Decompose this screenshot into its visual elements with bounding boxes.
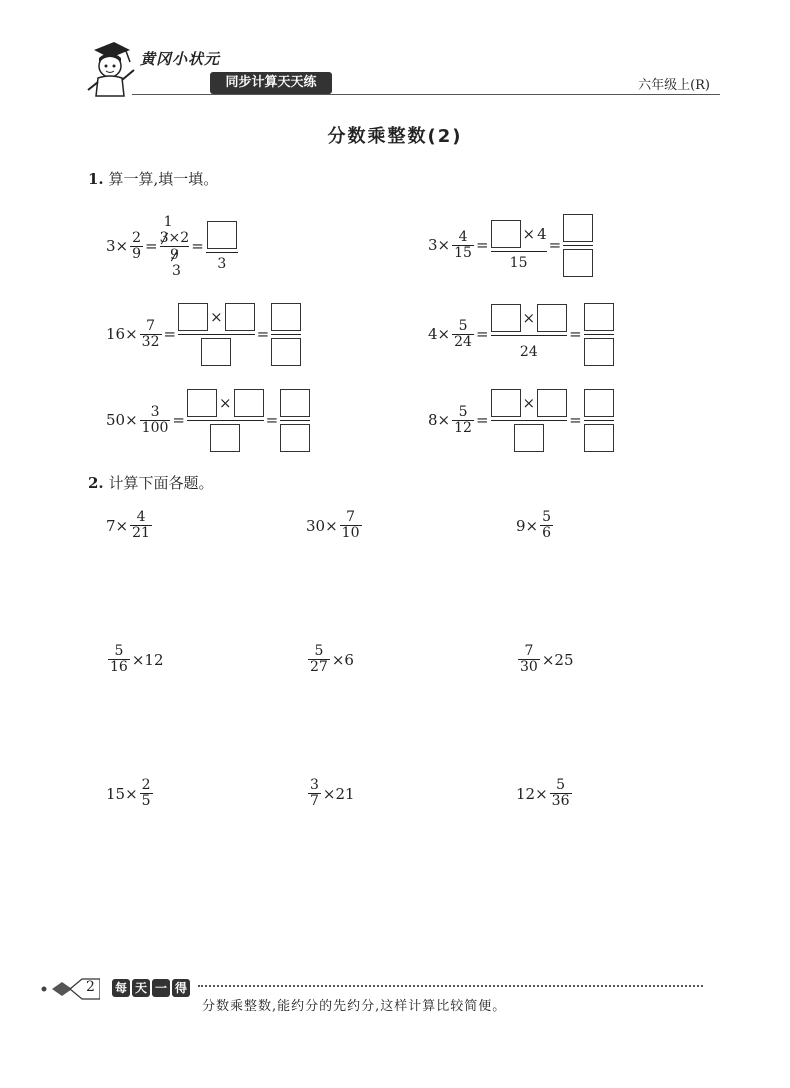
work-fraction: × (187, 389, 264, 452)
answer-box[interactable] (271, 303, 301, 331)
answer-box[interactable] (584, 303, 614, 331)
answer-fraction (271, 303, 301, 366)
answer-box[interactable] (537, 304, 567, 332)
section1-number: 1. (88, 170, 104, 188)
answer-fraction (584, 303, 614, 366)
reduced-bottom: 3 (171, 262, 181, 279)
calc-problem: 12 × $\frac{5}{36}$ (516, 777, 570, 809)
answer-box[interactable] (271, 338, 301, 366)
calc-problem: $\frac{5}{27}$ × 6 (310, 643, 354, 675)
answer-fraction (280, 389, 310, 452)
answer-box[interactable] (563, 214, 593, 242)
problem-grid (106, 510, 706, 820)
section2-heading (88, 472, 213, 493)
fill-expression: 8 × $\frac{5}{12}$ = × = (428, 386, 616, 454)
calc-problem: $\frac{3}{7}$ × 21 (310, 777, 355, 809)
fraction: $\frac{2}{9}$ (132, 229, 142, 262)
work-fraction: × 24 (491, 304, 568, 365)
fill-expression: 16 × $\frac{7}{32}$ = × = (106, 300, 303, 368)
answer-box[interactable] (491, 389, 521, 417)
page-title: 分数乘整数(2) (327, 126, 463, 147)
answer-box[interactable] (210, 424, 240, 452)
calc-problem: $\frac{5}{16}$ × 12 (110, 643, 164, 675)
series-title: 同步计算天天练 (225, 75, 317, 90)
answer-box[interactable] (187, 389, 217, 417)
fill-expression: 4 × $\frac{5}{24}$ = × 24 = (428, 300, 616, 368)
answer-box[interactable] (537, 389, 567, 417)
reduction-fraction: 1 3×2 9 3 (159, 213, 190, 279)
answer-box[interactable] (584, 389, 614, 417)
series-banner (210, 72, 332, 94)
page-number: 2 (86, 979, 95, 995)
answer-box[interactable] (491, 304, 521, 332)
fill-expression: 3 × $\frac{4}{15}$ = × 4 15 = (428, 212, 595, 278)
work-fraction: × (491, 389, 568, 452)
calc-problem: 15 × $\frac{2}{5}$ (106, 777, 151, 809)
daily-tag: 每 天 一 得 (112, 979, 190, 997)
footer (40, 975, 720, 1015)
answer-box[interactable] (280, 389, 310, 417)
answer-box[interactable] (225, 303, 255, 331)
answer-fraction (584, 389, 614, 452)
answer-box[interactable] (584, 338, 614, 366)
answer-box[interactable] (514, 424, 544, 452)
section1-heading (88, 168, 218, 189)
work-fraction: × 4 15 (491, 220, 547, 271)
answer-box[interactable] (491, 220, 521, 248)
example-expression: 3 × $\frac{2}{9}$ = 1 3×2 9 3 = 3 (106, 206, 240, 286)
brand-logo: 黄冈小状元 (140, 50, 221, 68)
grade-label: 六年级上(R) (638, 78, 710, 93)
calc-problem: 9 × $\frac{5}{6}$ (516, 509, 552, 541)
footer-dotted-rule (198, 985, 703, 987)
answer-box[interactable] (234, 389, 264, 417)
calc-problem: 30 × $\frac{7}{10}$ (306, 509, 360, 541)
answer-box[interactable] (201, 338, 231, 366)
calc-problem: 7 × $\frac{4}{21}$ (106, 509, 150, 541)
reduced-top: 1 (163, 213, 173, 230)
mascot-icon (80, 40, 140, 98)
fraction: $\frac{3}{100}$ (141, 403, 169, 436)
footer-tip: 分数乘整数,能约分的先约分,这样计算比较简便。 (202, 999, 507, 1014)
header (70, 40, 720, 100)
answer-fraction: 3 (206, 221, 238, 272)
calc-problem: $\frac{7}{30}$ × 25 (520, 643, 574, 675)
section1-instruction: 算一算,填一填。 (108, 170, 219, 188)
section2-number: 2. (88, 474, 104, 492)
answer-box[interactable] (280, 424, 310, 452)
header-rule (132, 94, 720, 95)
answer-box[interactable] (563, 249, 593, 277)
answer-box[interactable] (207, 221, 237, 249)
answer-fraction (563, 214, 593, 277)
work-fraction: × (178, 303, 255, 366)
fraction: $\frac{7}{32}$ (141, 317, 160, 350)
fraction: $\frac{5}{12}$ (454, 403, 472, 436)
answer-box[interactable] (584, 424, 614, 452)
fraction: $\frac{5}{24}$ (454, 317, 472, 350)
section2-instruction: 计算下面各题。 (108, 474, 214, 492)
answer-box[interactable] (178, 303, 208, 331)
fraction: $\frac{4}{15}$ (454, 228, 472, 261)
fill-expression: 50 × $\frac{3}{100}$ = × = (106, 386, 312, 454)
